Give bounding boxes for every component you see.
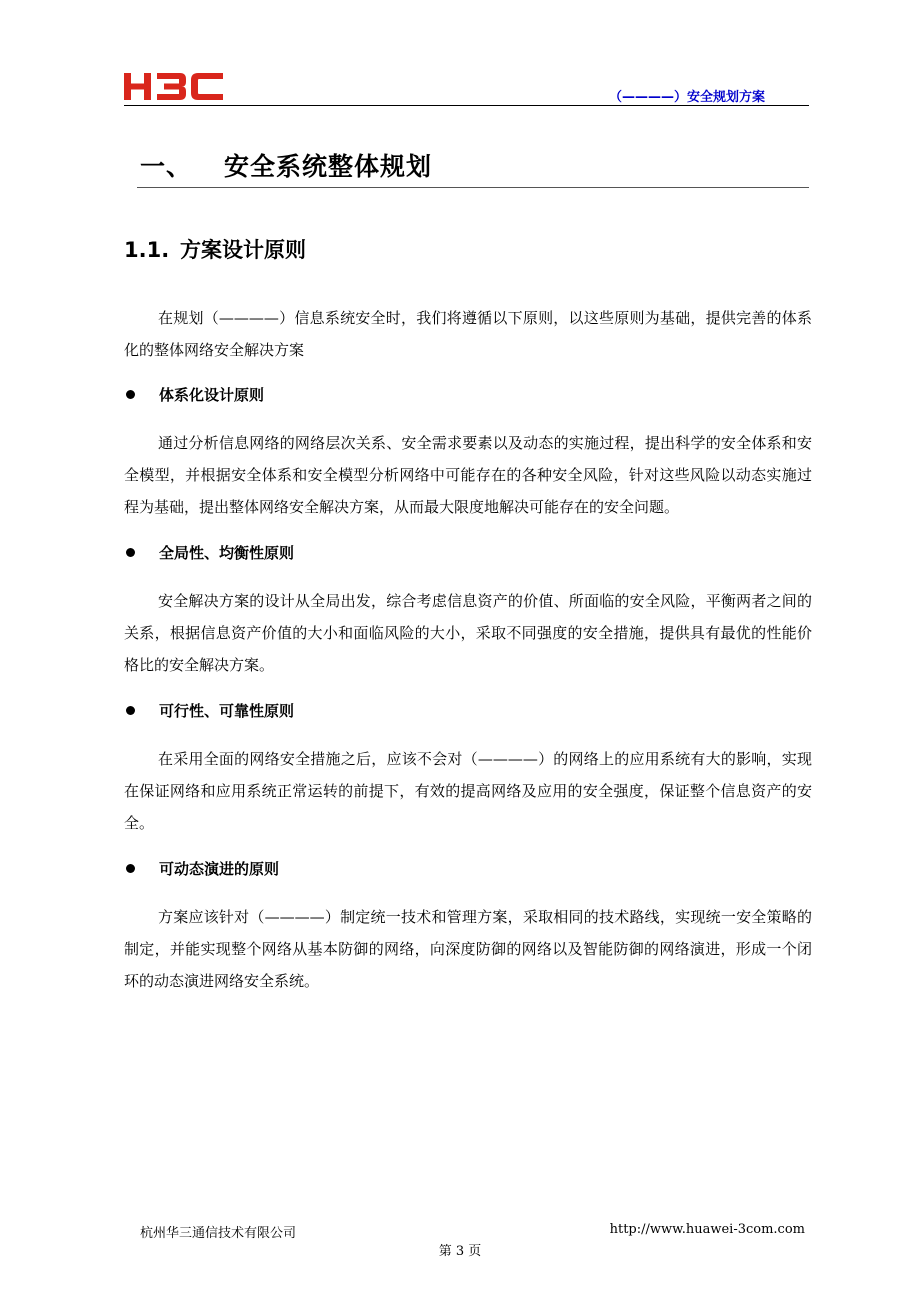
section-title: 安全系统整体规划 xyxy=(224,152,433,181)
section-divider xyxy=(137,187,809,188)
principle-body: 在采用全面的网络安全措施之后，应该不会对（————）的网络上的应用系统有大的影响，实现在保证网络和应用系统正常运转的前提下，有效的提高网络及应用的安全强度，保证整个信息资产的安全。 xyxy=(124,750,812,832)
principle-body: 方案应该针对（————）制定统一技术和管理方案，采取相同的技术路线，实现统一安全策略的制定，并能实现整个网络从基本防御的网络，向深度防御的网络以及智能防御的网络演进，形成一个闭环的动态演进网络安全系统。 xyxy=(124,908,812,990)
section-number: 一、 xyxy=(140,152,193,181)
principle-body: 通过分析信息网络的网络层次关系、安全需求要素以及动态的实施过程，提出科学的安全体系和安全模型，并根据安全体系和安全模型分析网络中可能存在的各种安全风险，针对这些风险以动态实施过程为基础，提出整体网络安全解决方案，从而最大限度地解决可能存在的安全问题。 xyxy=(124,434,812,516)
section-heading xyxy=(140,147,432,183)
intro-paragraph: 在规划（————）信息系统安全时，我们将遵循以下原则，以这些原则为基础，提供完善的体系化的整体网络安全解决方案 xyxy=(124,309,812,359)
principle-heading: 体系化设计原则 xyxy=(124,384,264,405)
bullet-dot-icon xyxy=(126,390,135,399)
principle-body: 安全解决方案的设计从全局出发，综合考虑信息资产的价值、所面临的安全风险，平衡两者之间的关系，根据信息资产价值的大小和面临风险的大小，采取不同强度的安全措施，提供具有最优的性能价格比的安全解决方案。 xyxy=(124,592,812,674)
h3c-logo xyxy=(124,72,224,102)
footer-url[interactable]: http://www.huawei-3com.com xyxy=(609,1222,805,1237)
subsection-number: 1.1. xyxy=(124,238,170,262)
page-number: 第 3 页 xyxy=(438,1244,482,1259)
header-divider xyxy=(124,105,809,106)
header-document-title: （————）安全规划方案 xyxy=(608,90,765,105)
bullet-dot-icon xyxy=(126,548,135,557)
principle-heading: 全局性、均衡性原则 xyxy=(124,542,294,563)
bullet-dot-icon xyxy=(126,706,135,715)
footer-company: 杭州华三通信技术有限公司 xyxy=(140,1226,297,1241)
subsection-heading xyxy=(124,234,306,264)
principle-heading: 可动态演进的原则 xyxy=(124,858,279,879)
bullet-dot-icon xyxy=(126,864,135,873)
principle-heading: 可行性、可靠性原则 xyxy=(124,700,294,721)
subsection-title: 方案设计原则 xyxy=(180,238,306,262)
